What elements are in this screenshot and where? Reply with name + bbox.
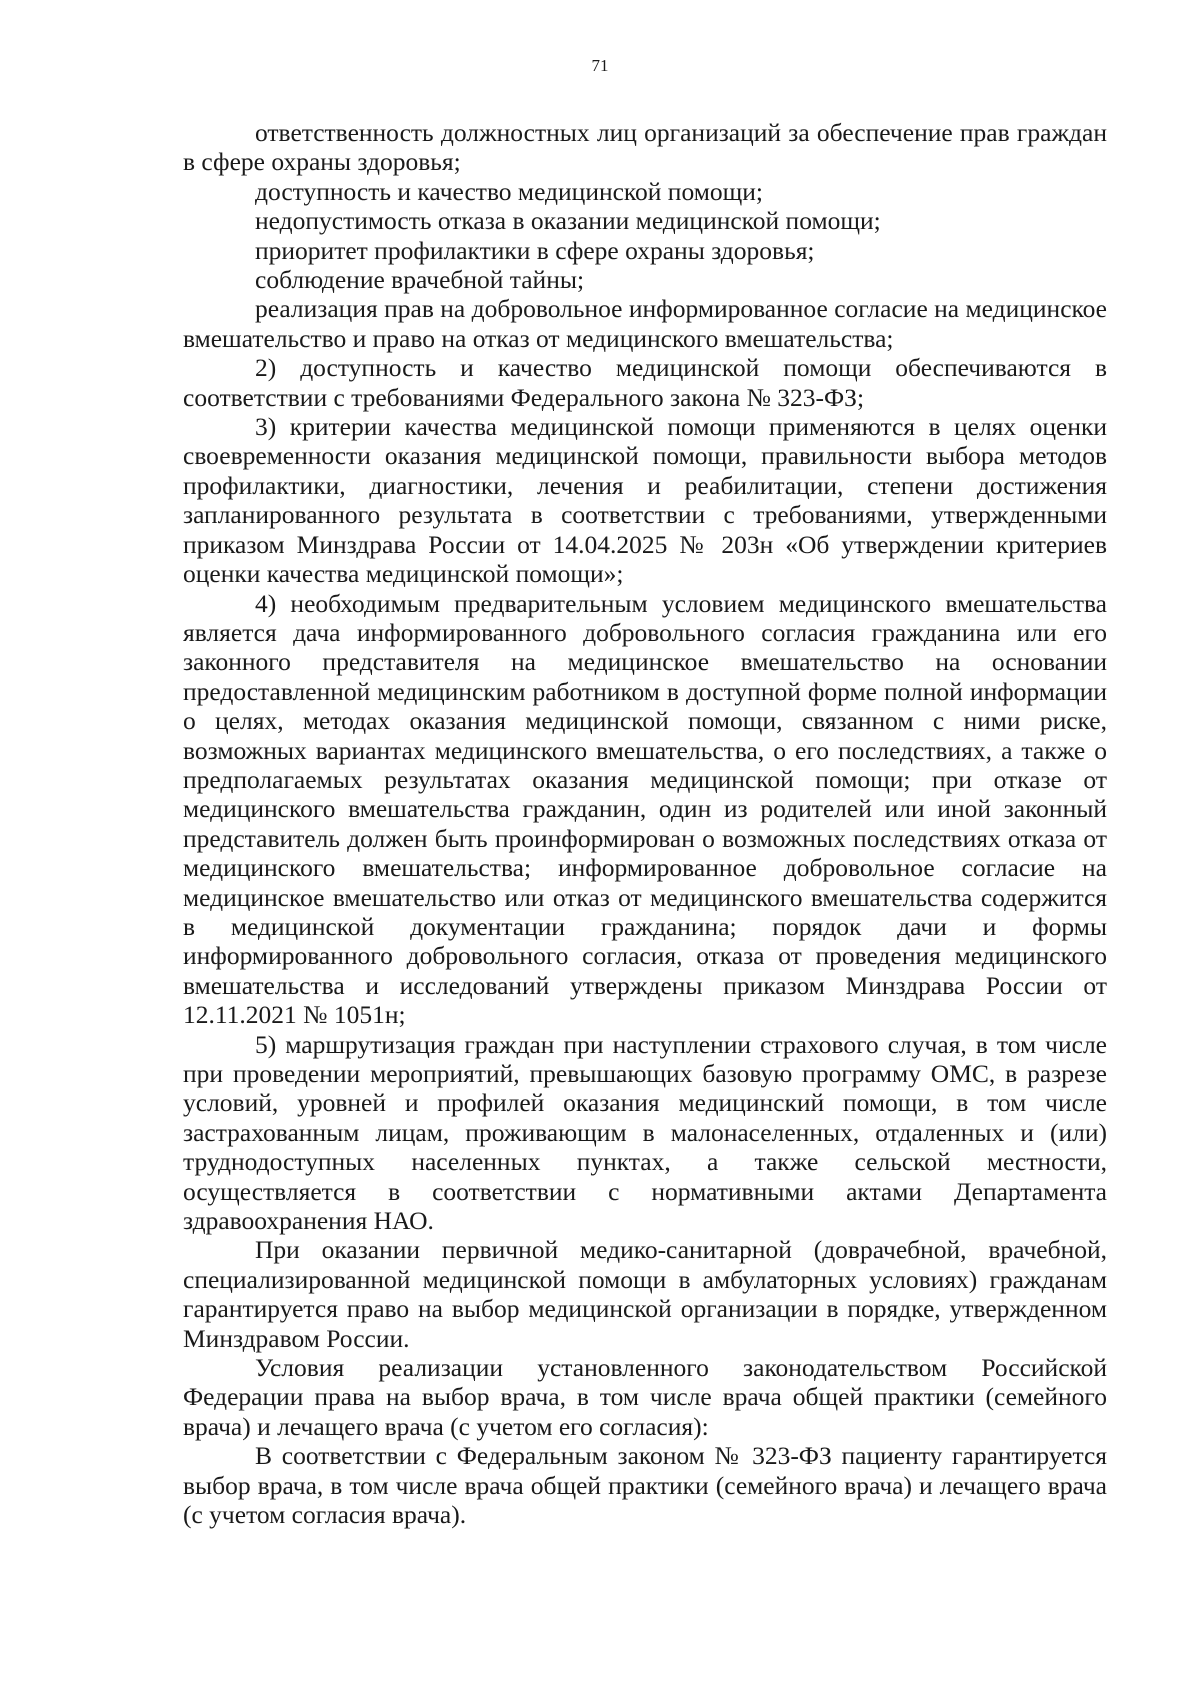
paragraph-medical-secrecy: соблюдение врачебной тайны; <box>255 265 585 295</box>
paragraph-item-5: 5) маршрутизация граждан при наступлении страхового случая, в том числе при проведении мероприятий, превышающих базовую программу ОМС, в разрезе условий, уровней и профилей оказания медицинский помощи, в том числе застрахованным лицам, проживающим в малонаселенных, отдаленных и (или) труднодоступных населенных пунктах, а также сельской местности, осуществляется в соответствии с нормативными актами Департамента здравоохранения НАО. <box>183 1029 1107 1236</box>
document-body <box>183 118 1107 1530</box>
paragraph-accessibility-quality: доступность и качество медицинской помощи; <box>255 176 763 206</box>
paragraph-informed-consent-rights: реализация прав на добровольное информированное согласие на медицинское вмешательство и право на отказ от медицинского вмешательства; <box>183 294 1107 353</box>
paragraph-refusal-inadmissibility: недопустимость отказа в оказании медицинской помощи; <box>255 206 881 236</box>
paragraph-item-4: 4) необходимым предварительным условием медицинского вмешательства является дача информированного добровольного согласия гражданина или его законного представителя на медицинское вмешательство на основании предоставленной медицинским работником в доступной форме полной информации о целях, методах оказания медицинской помощи, связанном с ними риске, возможных вариантах медицинского вмешательства, о его последствиях, а также о предполагаемых результатах оказания медицинской помощи; при отказе от медицинского вмешательства гражданин, один из родителей или иной законный представитель должен быть проинформирован о возможных последствиях отказа от медицинского вмешательства; информированное добровольное согласие на медицинское вмешательство или отказ от медицинского вмешательства содержится в медицинской документации гражданина; порядок дачи и формы информированного добровольного согласия, отказа от проведения медицинского вмешательства и исследований утверждены приказом Минздрава России от 12.11.2021 № 1051н; <box>183 588 1107 1030</box>
paragraph-responsibility: ответственность должностных лиц организаций за обеспечение прав граждан в сфере охраны здоровья; <box>183 118 1107 177</box>
paragraph-organization-choice: При оказании первичной медико-санитарной (доврачебной, врачебной, специализированной медицинской помощи в амбулаторных условиях) гражданам гарантируется право на выбор медицинской организации в порядке, утвержденном Минздравом России. <box>183 1235 1107 1353</box>
paragraph-item-2: 2) доступность и качество медицинской помощи обеспечиваются в соответствии с требованиями Федерального закона № 323-ФЗ; <box>183 353 1107 412</box>
paragraph-doctor-choice-conditions: Условия реализации установленного законодательством Российской Федерации права на выбор врача, в том числе врача общей практики (семейного врача) и лечащего врача (с учетом его согласия): <box>183 1353 1107 1441</box>
page-number: 71 <box>591 56 609 75</box>
paragraph-item-3: 3) критерии качества медицинской помощи применяются в целях оценки своевременности оказания медицинской помощи, правильности выбора методов профилактики, диагностики, лечения и реабилитации, степени достижения запланированного результата в соответствии с требованиями, утвержденными приказом Минздрава России от 14.04.2025 № 203н «Об утверждении критериев оценки качества медицинской помощи»; <box>183 412 1107 589</box>
paragraph-prevention-priority: приоритет профилактики в сфере охраны здоровья; <box>255 235 815 265</box>
paragraph-doctor-choice-guarantee: В соответствии с Федеральным законом № 323-ФЗ пациенту гарантируется выбор врача, в том числе врача общей практики (семейного врача) и лечащего врача (с учетом согласия врача). <box>183 1441 1107 1530</box>
